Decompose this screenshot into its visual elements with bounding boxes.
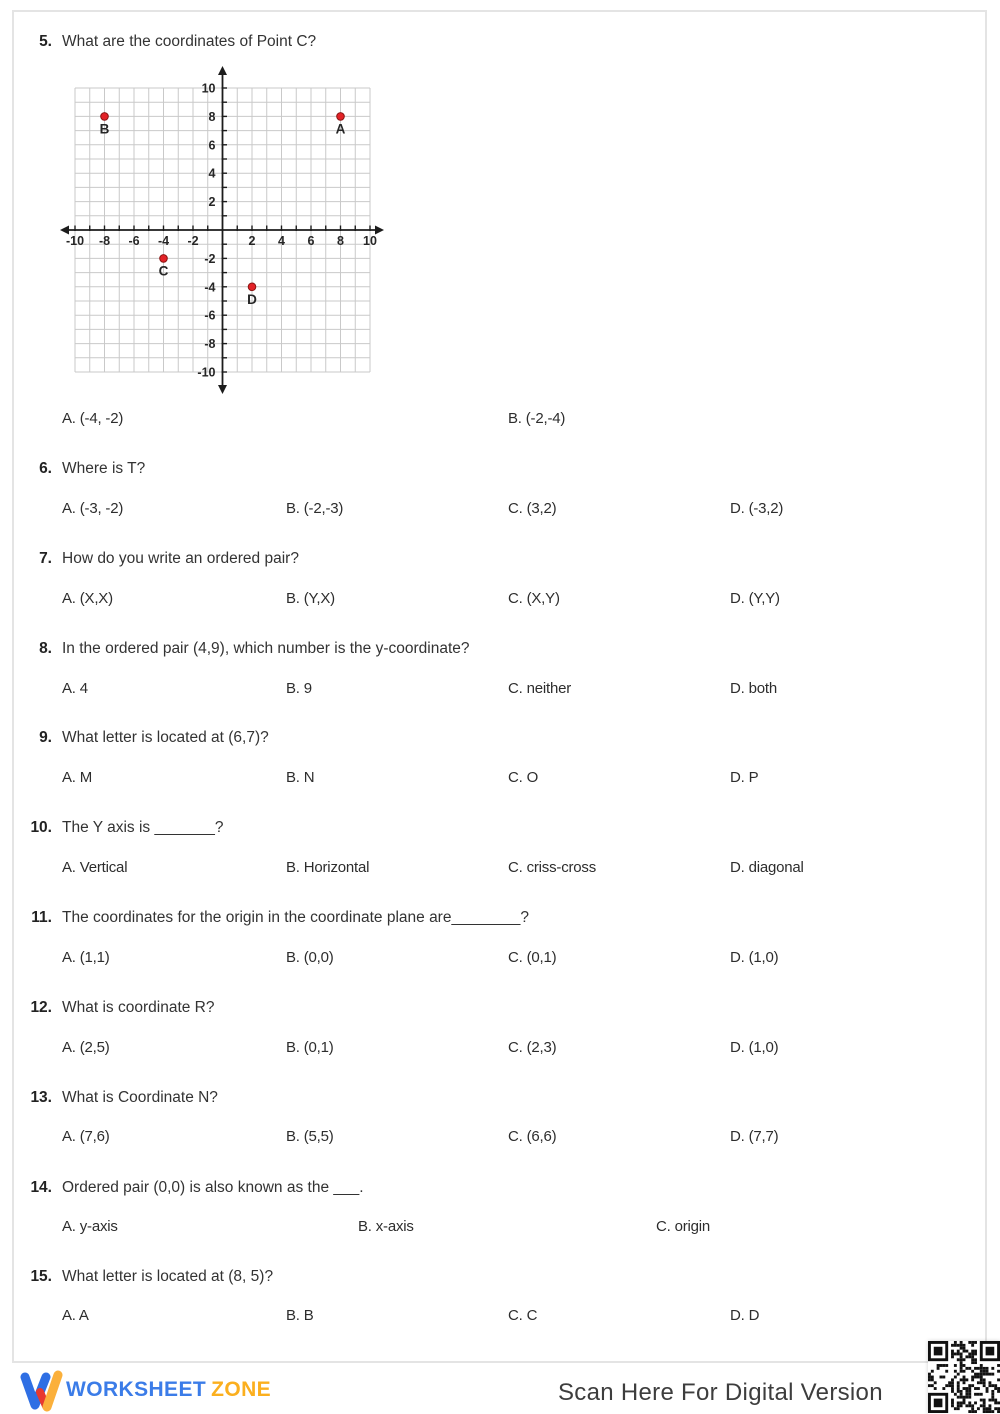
brand-word-worksheet: WORKSHEET	[66, 1378, 207, 1401]
question-number: 13.	[30, 1089, 52, 1106]
answer-option: A. (7,6)	[62, 1128, 110, 1145]
svg-text:-6: -6	[128, 234, 140, 248]
svg-text:2: 2	[248, 234, 256, 248]
svg-text:10: 10	[363, 234, 377, 248]
question-number: 10.	[30, 819, 52, 836]
answer-option: C. (3,2)	[508, 500, 557, 517]
coordinate-plane-chart	[56, 62, 392, 400]
answer-option: B. (0,0)	[286, 949, 334, 966]
question-number: 9.	[39, 729, 52, 746]
answer-option: D. (1,0)	[730, 949, 779, 966]
answer-option: D. diagonal	[730, 859, 804, 876]
answer-option: B. 9	[286, 680, 312, 697]
brand-name	[66, 1378, 271, 1402]
answer-option: D. both	[730, 680, 777, 697]
answer-option: B. (5,5)	[286, 1128, 334, 1145]
question-9	[0, 727, 1000, 749]
answer-option: C. criss-cross	[508, 859, 597, 876]
question-5-options	[0, 408, 1000, 429]
question-11-options	[0, 947, 1000, 968]
svg-text:B: B	[99, 121, 110, 137]
answer-option: A. (1,1)	[62, 949, 110, 966]
question-text: In the ordered pair (4,9), which number is the y-coordinate?	[62, 640, 470, 657]
answer-option: D. (-3,2)	[730, 500, 784, 517]
svg-text:6: 6	[307, 234, 315, 248]
brand-word-zone: ZONE	[211, 1378, 272, 1401]
question-13-options	[0, 1126, 1000, 1147]
question-number: 15.	[30, 1268, 52, 1285]
answer-option: B. (-2,-4)	[508, 410, 566, 427]
answer-option: B. (0,1)	[286, 1039, 334, 1056]
answer-option: A. M	[62, 769, 93, 786]
svg-text:6: 6	[208, 138, 216, 153]
question-number: 7.	[39, 550, 52, 567]
answer-option: C. (X,Y)	[508, 590, 560, 607]
answer-option: A. (X,X)	[62, 590, 113, 607]
svg-text:-8: -8	[98, 234, 111, 248]
question-text: The coordinates for the origin in the coordinate plane are________?	[62, 909, 530, 926]
scan-here-text: Scan Here For Digital Version	[558, 1379, 883, 1406]
question-text: Where is T?	[62, 460, 146, 477]
answer-option: B. B	[286, 1307, 314, 1324]
question-number: 5.	[39, 33, 52, 50]
answer-option: C. neither	[508, 680, 572, 697]
question-text: What are the coordinates of Point C?	[62, 33, 317, 50]
answer-option: D. P	[730, 769, 759, 786]
question-5	[0, 31, 1000, 53]
worksheetzone-logo-icon	[20, 1368, 66, 1414]
question-text: What is coordinate R?	[62, 999, 215, 1016]
question-text: Ordered pair (0,0) is also known as the ___.	[62, 1179, 364, 1196]
answer-option: C. (2,3)	[508, 1039, 557, 1056]
svg-text:A: A	[335, 121, 346, 137]
question-number: 8.	[39, 640, 52, 657]
question-text: The Y axis is _______?	[62, 819, 224, 836]
answer-option: B. (-2,-3)	[286, 500, 344, 517]
svg-text:-10: -10	[65, 234, 85, 248]
qr-code	[928, 1341, 1000, 1414]
svg-text:-4: -4	[157, 234, 170, 248]
svg-text:-10: -10	[197, 365, 216, 380]
question-15	[0, 1266, 1000, 1288]
answer-option: B. Horizontal	[286, 859, 370, 876]
question-10-options	[0, 857, 1000, 878]
answer-option: D. (Y,Y)	[730, 590, 780, 607]
answer-option: C. (6,6)	[508, 1128, 557, 1145]
question-text: What letter is located at (8, 5)?	[62, 1268, 274, 1285]
question-text: How do you write an ordered pair?	[62, 550, 299, 567]
answer-option: B. (Y,X)	[286, 590, 335, 607]
question-15-options	[0, 1305, 1000, 1326]
svg-text:D: D	[247, 291, 257, 307]
question-11	[0, 907, 1000, 929]
answer-option: C. origin	[656, 1218, 711, 1235]
answer-option: C. C	[508, 1307, 538, 1324]
answer-option: C. (0,1)	[508, 949, 557, 966]
svg-text:-2: -2	[204, 251, 216, 266]
svg-text:-2: -2	[187, 234, 199, 248]
svg-text:-8: -8	[204, 337, 216, 352]
question-8-options	[0, 678, 1000, 699]
question-7-options	[0, 588, 1000, 609]
answer-option: D. (1,0)	[730, 1039, 779, 1056]
question-8	[0, 638, 1000, 660]
question-number: 11.	[31, 909, 52, 926]
question-14	[0, 1177, 1000, 1199]
question-6-options	[0, 498, 1000, 519]
svg-text:C: C	[158, 263, 169, 279]
question-9-options	[0, 767, 1000, 788]
question-13	[0, 1087, 1000, 1109]
svg-text:4: 4	[208, 166, 216, 181]
question-14-options	[0, 1216, 1000, 1237]
svg-text:10: 10	[201, 81, 216, 96]
question-number: 12.	[30, 999, 52, 1016]
svg-text:8: 8	[337, 234, 344, 248]
question-6	[0, 458, 1000, 480]
answer-option: C. O	[508, 769, 539, 786]
svg-text:-6: -6	[204, 308, 216, 323]
answer-option: D. (7,7)	[730, 1128, 779, 1145]
answer-option: A. (-4, -2)	[62, 410, 124, 427]
question-text: What is Coordinate N?	[62, 1089, 218, 1106]
answer-option: A. (-3, -2)	[62, 500, 124, 517]
answer-option: D. D	[730, 1307, 760, 1324]
question-number: 6.	[39, 460, 52, 477]
question-12-options	[0, 1037, 1000, 1058]
answer-option: B. x-axis	[358, 1218, 414, 1235]
question-12	[0, 997, 1000, 1019]
svg-text:-4: -4	[204, 280, 216, 295]
question-10	[0, 817, 1000, 839]
answer-option: A. (2,5)	[62, 1039, 110, 1056]
answer-option: B. N	[286, 769, 315, 786]
question-7	[0, 548, 1000, 570]
answer-option: A. A	[62, 1307, 89, 1324]
question-text: What letter is located at (6,7)?	[62, 729, 269, 746]
answer-option: A. Vertical	[62, 859, 128, 876]
answer-option: A. 4	[62, 680, 88, 697]
svg-text:8: 8	[208, 109, 216, 124]
svg-text:2: 2	[208, 195, 216, 210]
answer-option: A. y-axis	[62, 1218, 118, 1235]
svg-text:4: 4	[278, 234, 285, 248]
question-number: 14.	[30, 1179, 52, 1196]
